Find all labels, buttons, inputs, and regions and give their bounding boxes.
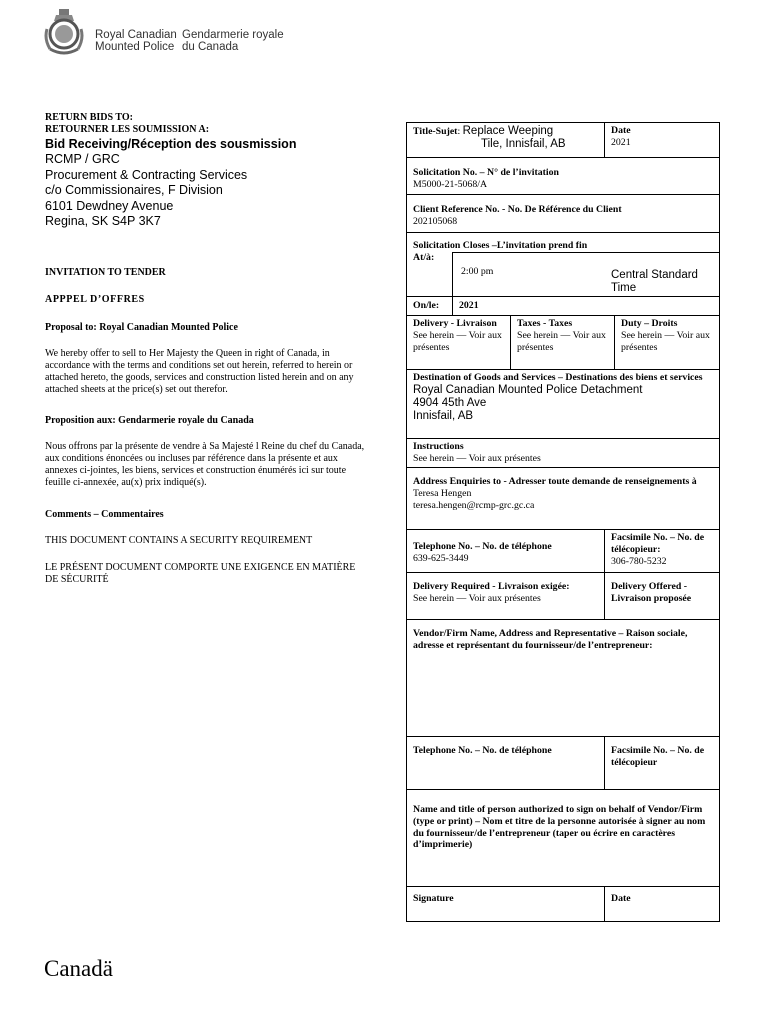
solicitation-closes-cell: Solicitation Closes –L’invitation prend fin At/à: [406,232,720,297]
destination-cell: Destination of Goods and Services – Destinations des biens et services Royal Canadian Mounted Police Detachment 4904 45th Ave Innisfail, AB [406,369,720,439]
return-bids-heading: RETURN BIDS TO: [45,112,133,123]
proposition-aux: Proposition aux: Gendarmerie royale du Canada [45,415,254,426]
enquiries-cell: Address Enquiries to - Adresser toute demande de renseignements à Teresa Hengen teresa.hengen@rcmp-grc.gc.ca [406,467,720,530]
agency-name-fr: Gendarmerie royale du Canada [182,29,284,53]
canada-wordmark: Canadä [44,956,113,981]
tender-form [406,122,720,922]
security-requirement-en: THIS DOCUMENT CONTAINS A SECURITY REQUIREMENT [45,535,313,546]
duty-cell: Duty – Droits See herein — Voir aux présentes [614,315,720,370]
authorized-person-cell[interactable]: Name and title of person authorized to sign on behalf of Vendor/Firm (type or print) – Nom et titre de la personne autorisée à signer au nom du fournisseur/de l’entrepreneur (taper ou écrire en caractères d’imprimerie) [406,789,720,887]
telephone-cell: Telephone No. – No. de téléphone 639-625-3449 [406,529,605,573]
fax-cell: Facsimile No. – No. de télécopieur: 306-780-5232 [604,529,720,573]
rcmp-crest-icon [44,9,84,55]
comments-heading: Comments – Commentaires [45,509,164,520]
signature-date-cell[interactable]: Date [604,886,720,922]
vendor-cell[interactable]: Vendor/Firm Name, Address and Representative – Raison sociale, adresse et représentant du fournisseur/de l’entrepreneur: [406,619,720,737]
offer-text-fr: Nous offrons par la présente de vendre à Sa Majesté l Reine du chef du Canada, aux conditions énoncées ou incluses par référence dans la présente et aux annexes ci-jointes, les biens, services et construction énumérés ici sur toute feuille ci-annexée, au(x) prix indiqué(s). [45,441,365,488]
bid-receiving-heading: Bid Receiving/Réception des sousmission [45,137,297,151]
title-cell: Title-Sujet: Replace Weeping Tile, Innisfail, AB [406,122,605,158]
closing-time-cell: 2:00 pm Central Standard Time [452,252,720,297]
agency-name-en: Royal Canadian Mounted Police [95,29,177,53]
title-value: Replace Weeping [462,125,554,137]
taxes-cell: Taxes - Taxes See herein — Voir aux présentes [510,315,615,370]
delivery-required-cell: Delivery Required - Livraison exigée: See herein — Voir aux présentes [406,572,605,620]
appel-offres: APPPEL D’OFFRES [45,294,145,305]
client-reference-cell: Client Reference No. - No. De Référence du Client 202105068 [406,194,720,233]
vendor-fax-cell[interactable]: Facsimile No. – No. de télécopieur [604,736,720,790]
signature-cell[interactable]: Signature [406,886,605,922]
proposal-to: Proposal to: Royal Canadian Mounted Police [45,322,238,333]
security-requirement-fr: LE PRÉSENT DOCUMENT COMPORTE UNE EXIGENCE EN MATIÈRE DE SÉCURITÉ [45,562,356,585]
invitation-to-tender: INVITATION TO TENDER [45,267,166,278]
closing-date-value: 2021 [452,296,720,316]
return-address: RCMP / GRC Procurement & Contracting Services c/o Commissionaires, F Division 6101 Dewdney Avenue Regina, SK S4P 3K7 [45,152,248,228]
retourner-heading: RETOURNER LES SOUMISSION A: [45,124,210,135]
offer-text-en: We hereby offer to sell to Her Majesty the Queen in right of Canada, in accordance with the terms and conditions set out herein, referred to herein or attached hereto, the goods, services and construction listed herein and on any attached sheets at the price(s) set out therefor. [45,348,354,395]
instructions-cell: Instructions See herein — Voir aux présentes [406,438,720,468]
vendor-telephone-cell[interactable]: Telephone No. – No. de téléphone [406,736,605,790]
solicitation-cell: Solicitation No. – N° de l’invitation M5000-21-5068/A [406,157,720,195]
date-cell: Date 2021 [604,122,720,158]
closing-date-cell: On/le: [406,296,720,316]
delivery-cell: Delivery - Livraison See herein — Voir aux présentes [406,315,511,370]
delivery-offered-cell[interactable]: Delivery Offered - Livraison proposée [604,572,720,620]
